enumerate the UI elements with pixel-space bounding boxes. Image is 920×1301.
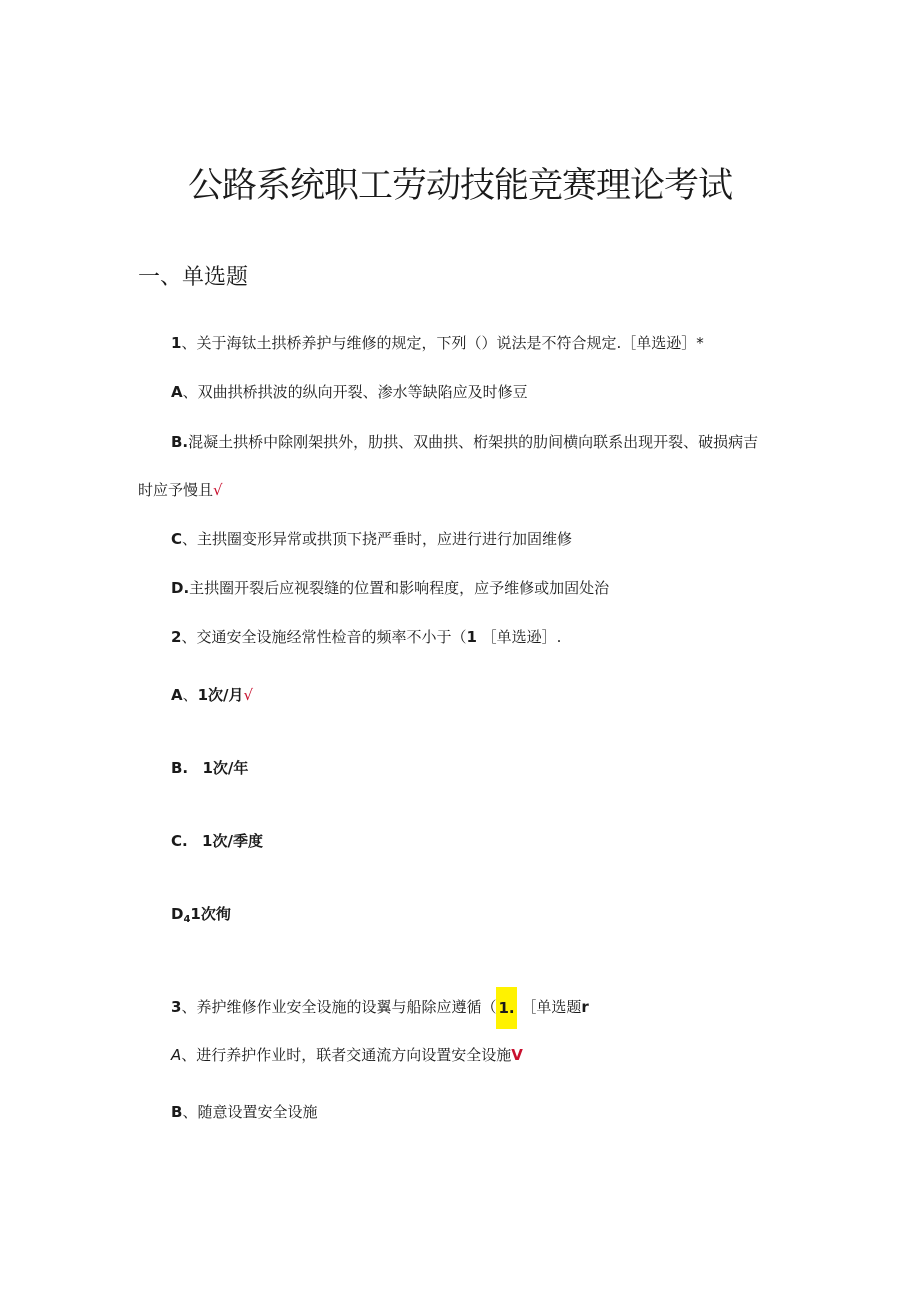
option-label: B. [171,433,189,451]
option-label: B [171,1103,183,1121]
q3-option-b [171,1101,317,1123]
question-3 [171,986,589,1029]
option-separator: 、 [182,686,198,704]
option-label: A [171,383,183,401]
question-text: 、交通安全设施经常性检音的频率不小于（ [181,628,467,646]
q1-option-b [171,431,758,453]
q3-option-a [171,1044,523,1066]
option-label: C. [171,832,188,850]
option-subscript: 4 [183,914,191,925]
option-text: 混凝土拱桥中除刚架拱外，肋拱、双曲拱、桁架拱的肋间横向联系出现开裂、破损病吉 [188,433,759,451]
correct-check-mark: √ [243,686,254,704]
q1-option-a [171,381,528,403]
question-type: ［单选题 [521,998,582,1016]
option-label: D. [171,579,190,597]
option-text: 1次/月 [197,686,244,704]
section-heading: 一、单选题 [138,265,249,290]
question-number: 3 [171,998,182,1016]
question-number: 2 [171,628,182,646]
option-label: A [171,686,183,704]
question-number: 1 [171,334,182,352]
question-text-number: 1 [466,628,477,646]
q2-option-a [171,684,253,706]
option-label: D [171,905,184,923]
page-title: 公路系统职工劳动技能竞赛理论考试 [187,166,732,206]
q2-option-b [171,757,248,779]
option-text: 1次徇 [190,905,231,923]
question-1 [171,332,704,354]
question-text: 、关于海钛土拱桥养护与维修的规定，下列（）说法是不符合规定.［单选逊］* [181,334,704,352]
option-text: 、进行养护作业时，联者交通流方向设置安全设施 [181,1046,512,1064]
option-text: 、随意设置安全设施 [182,1103,318,1121]
option-text: 、主拱圈变形异常或拱顶下挠严垂时，应进行进行加固维修 [182,530,573,548]
option-text: 、双曲拱桥拱波的纵向开裂、渗水等缺陷应及时修豆 [182,383,528,401]
option-text: 1次/年 [202,759,249,777]
q2-option-c [171,830,263,852]
q1-option-d [171,577,609,599]
option-label: C [171,530,183,548]
q2-option-d [171,903,231,931]
question-2 [171,626,561,648]
option-text: 时应予慢且 [138,481,214,499]
q1-option-b-continued [138,479,223,501]
q1-option-c [171,528,572,550]
question-text: 、养护维修作业安全设施的设翼与船除应遵循（ [181,998,497,1016]
correct-check-mark: V [511,1046,523,1064]
option-label: A [171,1046,182,1064]
highlighted-answer: 1. [496,987,516,1029]
option-label: B. [171,759,189,777]
option-text: 1次/季度 [202,832,263,850]
correct-check-mark: √ [213,481,223,499]
option-text: 主拱圈开裂后应视裂缝的位置和影响程度，应予维修或加固处治 [189,579,610,597]
question-type-tail: r [581,998,589,1016]
question-type: ［单选逊］. [481,628,562,646]
